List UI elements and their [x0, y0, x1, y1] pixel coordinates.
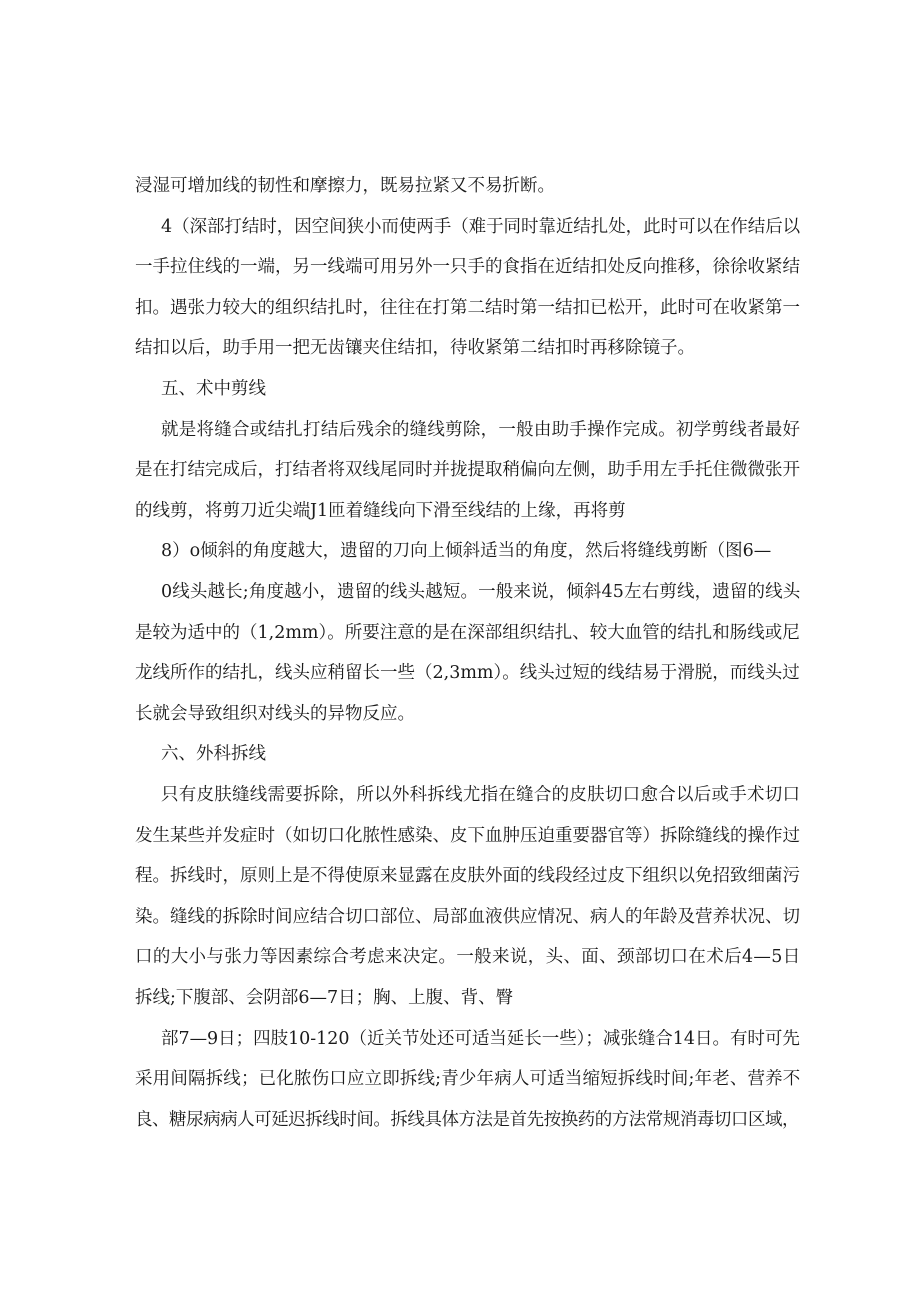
text-line: 程。拆线时，原则上是不得使原来显露在皮肤外面的线段经过皮下组织以免招致细菌污	[135, 866, 800, 887]
text-line: 一手拉住线的一端，另一线端可用另外一只手的食指在近结扣处反向推移，徐徐收紧结	[135, 257, 800, 278]
text-line: 发生某些并发症时（如切口化脓性感染、皮下血肿压迫重要器官等）拆除缝线的操作过	[135, 825, 800, 846]
text-line: 是在打结完成后，打结者将双线尾同时并拢提取稍偏向左侧，助手用左手托住微微张开	[135, 460, 800, 481]
text-line: 拆线;下腹部、会阴部6—7日；胸、上腹、背、臀	[135, 988, 514, 1008]
text-line: 染。缝线的拆除时间应结合切口部位、局部血液供应情况、病人的年龄及营养状况、切	[135, 906, 800, 927]
text-line: 的线剪，将剪刀近尖端J1匝着缝线向下滑至线结的上缘，再将剪	[135, 500, 626, 521]
text-line: 8）o倾斜的角度越大，遗留的刀向上倾斜适当的角度，然后将缝线剪断（图6—	[161, 541, 772, 562]
text-line: 扣。遇张力较大的组织结扎时，往往在打第二结时第一结扣已松开，此时可在收紧第一	[135, 297, 800, 318]
text-line: 结扣以后，助手用一把无齿镶夹住结扣，待收紧第二结扣时再移除镜子。	[135, 338, 695, 359]
text-line: 口的大小与张力等因素综合考虑来决定。一般来说，头、面、颈部切口在术后4—5日	[135, 947, 801, 968]
text-line: 采用间隔拆线；已化脓伤口应立即拆线;青少年病人可适当缩短拆线时间;年老、营养不	[135, 1069, 801, 1090]
text-line: 只有皮肤缝线需要拆除，所以外科拆线尤指在缝合的皮肤切口愈合以后或手术切口	[161, 785, 801, 805]
text-line: 五、术中剪线	[161, 379, 266, 399]
text-line: 长就会导致组织对线头的异物反应。	[135, 703, 415, 724]
text-line: 4（深部打结时，因空间狭小而使两手（难于同时靠近结扎处，此时可以在作结后以	[161, 216, 801, 237]
text-line: 0线头越长;角度越小，遗留的线头越短。一般来说，倾斜45左右剪线，遗留的线头	[161, 582, 801, 602]
text-line: 六、外科拆线	[161, 744, 266, 765]
text-line: 是较为适中的（1,2mm）。所要注意的是在深部组织结扎、较大血管的结扎和肠线或尼	[135, 622, 800, 643]
text-line: 就是将缝合或结扎打结后残余的缝线剪除，一般由助手操作完成。初学剪线者最好	[161, 419, 801, 440]
text-line: 良、糖尿病病人可延迟拆线时间。拆线具体方法是首先按换药的方法常规消毒切口区域，	[135, 1109, 800, 1130]
text-line: 龙线所作的结扎，线头应稍留长一些（2,3mm）。线头过短的线结易于滑脱，而线头过	[135, 663, 800, 684]
text-line: 部7—9日；四肢10-120（近关节处还可适当延长一些）；减张缝合14日。有时可先	[161, 1028, 800, 1049]
text-line: 浸湿可增加线的韧性和摩擦力，既易拉紧又不易折断。	[135, 176, 555, 196]
